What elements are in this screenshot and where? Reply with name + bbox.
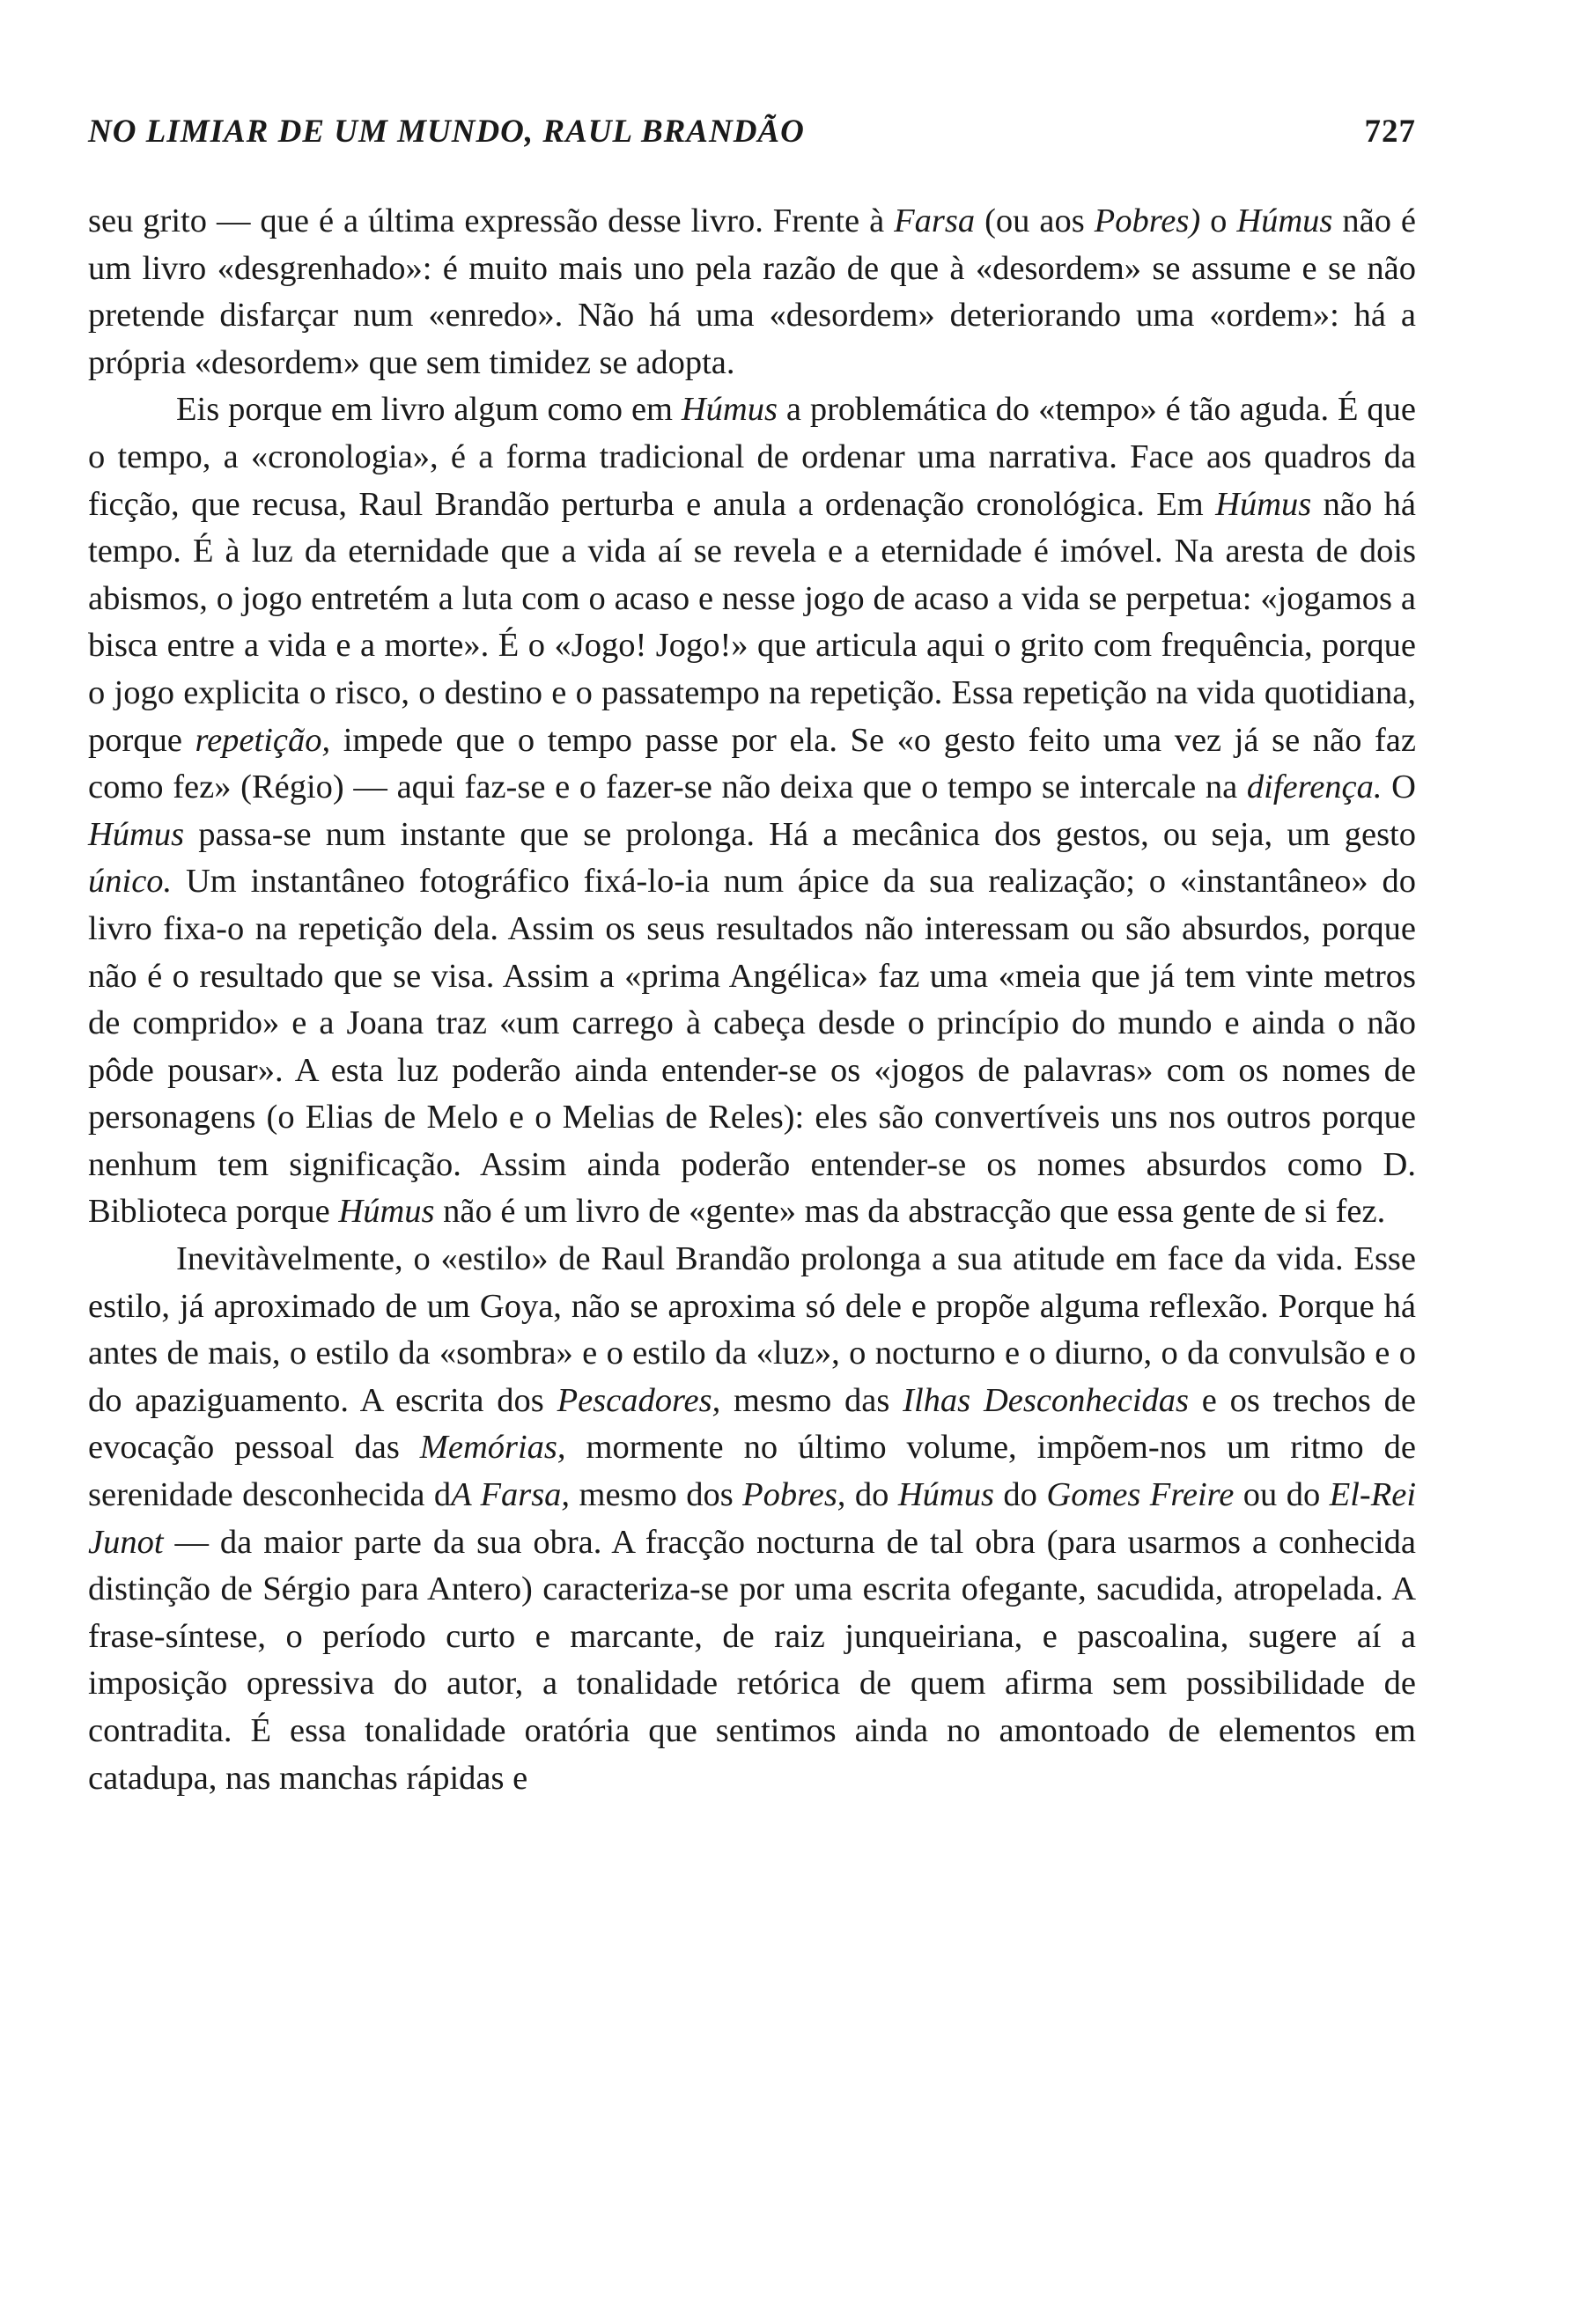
italic-text-segment: Húmus bbox=[1215, 485, 1312, 523]
text-segment: impede que o tempo passe por ela. Se «o gesto feito uma vez já se não faz como fez» (Régio) — aqui faz-se e o fazer-se não deixa que o tempo se intercale na bbox=[88, 721, 1416, 806]
italic-text-segment: único. bbox=[88, 863, 173, 901]
running-title: NO LIMIAR DE UM MUNDO, RAUL BRANDÃO bbox=[88, 114, 805, 150]
italic-text-segment: Pobres) bbox=[1094, 202, 1201, 239]
paragraph bbox=[88, 198, 1416, 386]
text-segment: seu grito — que é a última expressão desse livro. Frente à bbox=[88, 202, 895, 239]
italic-text-segment: A Farsa, bbox=[451, 1476, 571, 1514]
italic-text-segment: Memórias, bbox=[419, 1429, 566, 1467]
text-segment: e os trechos de evocação pessoal das bbox=[88, 1381, 1416, 1467]
text-segment: Um instantâneo fotográfico fixá-lo-ia num ápice da sua realização; o «instantâneo» do livro fixa-o na repetição dela. Assim os seus resultados não interessam ou são absurdos, porque não é o resultado que se visa. Assim a «prima Angélica» faz uma «meia que já tem vinte metros de comprido» e a Joana traz «um carrego à cabeça desde o princípio do mundo e ainda o não pôde pousar». A esta luz poderão ainda entender-se os «jogos de palavras» com os nomes de personagens (o Elias de Melo e o Melias de Reles): eles são convertíveis uns nos outros porque nenhum tem significação. Assim ainda poderão entender-se os nomes absurdos como D. Biblioteca porque bbox=[88, 863, 1416, 1231]
italic-text-segment: Pobres, bbox=[742, 1476, 846, 1514]
text-segment: do bbox=[993, 1476, 1047, 1514]
text-segment: Eis porque em livro algum como em bbox=[176, 391, 682, 429]
paragraph bbox=[88, 1236, 1416, 1802]
running-head bbox=[88, 113, 1416, 165]
text-segment: mesmo dos bbox=[570, 1476, 743, 1514]
text-segment: mesmo das bbox=[720, 1381, 903, 1419]
page-number: 727 bbox=[1364, 114, 1416, 150]
italic-text-segment: Pescadores, bbox=[557, 1381, 721, 1419]
text-segment: Inevitàvelmente, o «estilo» de Raul Brandão prolonga a sua atitude em face da vida. Esse estilo, já aproximado de um Goya, não se aproxima só dele e propõe alguma reflexão. Porque há antes de mais, o estilo da «sombra» e o estilo da «luz», o nocturno e o diurno, o da convulsão e o do apaziguamento. A escrita dos bbox=[88, 1240, 1416, 1419]
italic-text-segment: Húmus bbox=[1236, 202, 1333, 239]
text-segment: passa-se num instante que se prolonga. Há a mecânica dos gestos, ou seja, um gesto bbox=[184, 815, 1416, 853]
italic-text-segment: Ilhas Desconhecidas bbox=[903, 1381, 1190, 1419]
text-segment: não é um livro «desgrenhado»: é muito mais uno pela razão de que à «desordem» se assume e se não pretende disfarçar num «enredo». Não há uma «desordem» deteriorando uma «ordem»: há a própria «desordem» que sem timidez se adopta. bbox=[88, 202, 1416, 381]
paragraph bbox=[88, 386, 1416, 1236]
italic-text-segment: Húmus bbox=[897, 1476, 994, 1514]
italic-text-segment: Gomes Freire bbox=[1046, 1476, 1235, 1514]
text-segment: (ou aos bbox=[975, 202, 1095, 239]
italic-text-segment: repetição, bbox=[195, 721, 331, 759]
text-segment: do bbox=[845, 1476, 898, 1514]
text-segment: — da maior parte da sua obra. A fracção nocturna de tal obra (para usarmos a conhecida distinção de Sérgio para Antero) caracteriza-se por uma escrita ofegante, sacudida, atropelada. A frase-síntese, o período curto e marcante, de raiz junqueiriana, e pascoalina, sugere aí a imposição opressiva do autor, a tonalidade retórica de quem afirma sem possibilidade de contradita. É essa tonalidade oratória que sentimos ainda no amontoado de elementos em catadupa, nas manchas rápidas e bbox=[88, 1523, 1416, 1797]
italic-text-segment: Húmus bbox=[88, 815, 185, 853]
italic-text-segment: diferença. bbox=[1246, 769, 1383, 806]
text-segment: ou do bbox=[1234, 1476, 1330, 1514]
italic-text-segment: Húmus bbox=[681, 391, 778, 429]
text-segment: não há tempo. É à luz da eternidade que a vida aí se revela e a eternidade é imóvel. Na aresta de dois abismos, o jogo entretém a luta com o acaso e nesse jogo de acaso a vida se perpetua: «jogamos a bisca entre a vida e a morte». É o «Jogo! Jogo!» que articula aqui o grito com frequência, porque o jogo explicita o risco, o destino e o passatempo na repetição. Essa repetição na vida quotidiana, porque bbox=[88, 485, 1416, 759]
italic-text-segment: Farsa bbox=[894, 202, 976, 239]
body-text bbox=[88, 198, 1416, 1802]
text-segment: não é um livro de «gente» mas da abstracção que essa gente de si fez. bbox=[434, 1193, 1386, 1231]
text-segment: O bbox=[1382, 769, 1416, 806]
italic-text-segment: Húmus bbox=[338, 1193, 435, 1231]
text-segment: a problemática do «tempo» é tão aguda. É que o tempo, a «cronologia», é a forma tradicional de ordenar uma narrativa. Face aos quadros da ficção, que recusa, Raul Brandão perturba e anula a ordenação cronológica. Em bbox=[88, 391, 1417, 523]
italic-text-segment: El-Rei Junot bbox=[88, 1476, 1417, 1561]
text-segment: o bbox=[1200, 202, 1237, 239]
text-segment: mormente no último volume, impõem-nos um ritmo de serenidade desconhecida d bbox=[88, 1429, 1416, 1514]
